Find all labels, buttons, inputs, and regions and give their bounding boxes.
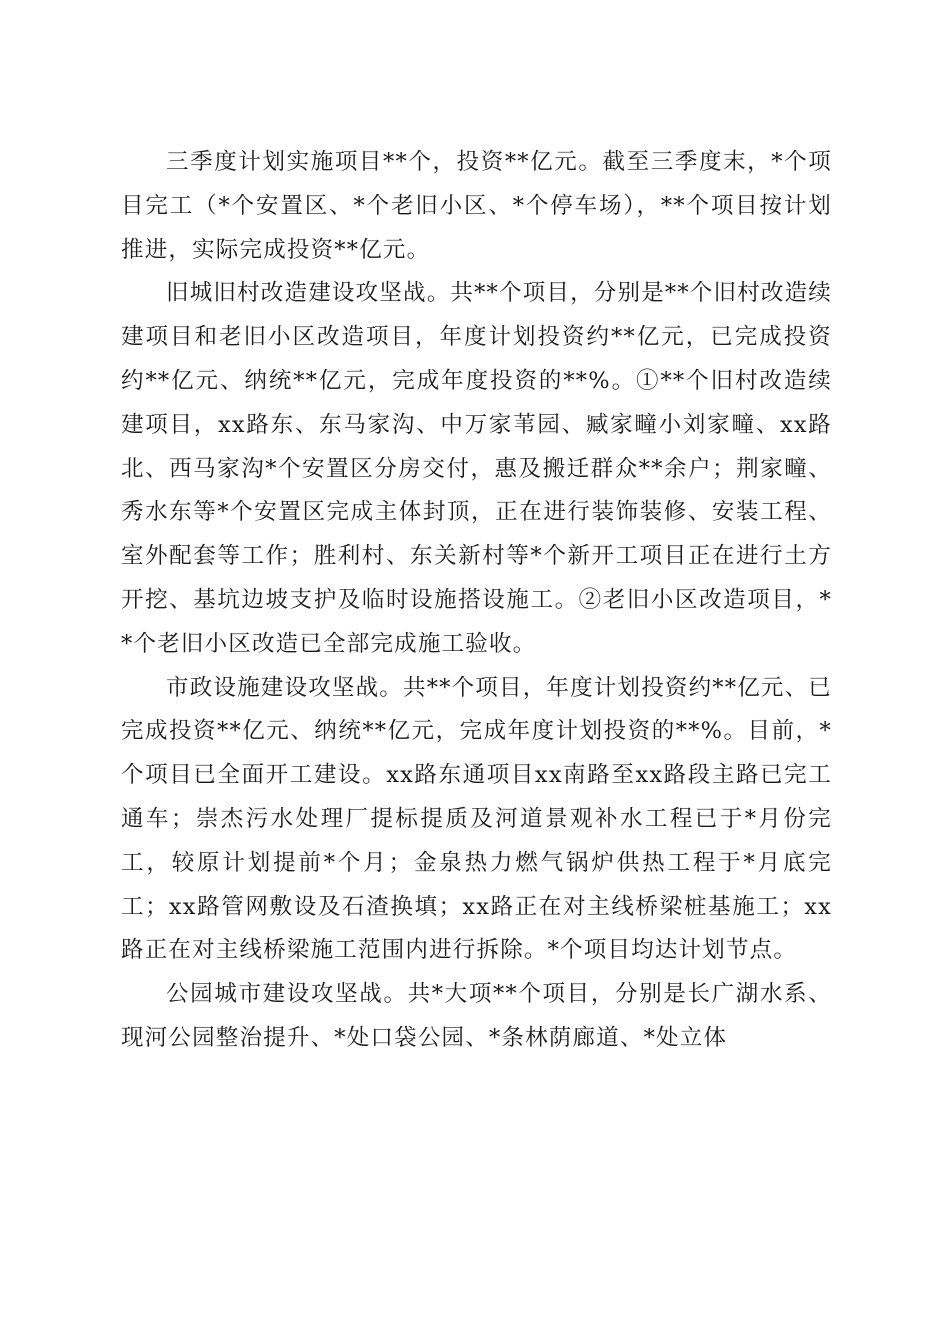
paragraph-municipal-facilities: 市政设施建设攻坚战。共**个项目，年度计划投资约**亿元、已完成投资**亿元、纳统**亿元，完成年度计划投资的**%。目前，*个项目已全面开工建设。xx路东通项目xx南路至xx路段主路已完工通车；崇杰污水处理厂提标提质及河道景观补水工程已于*月份完工，较原计划提前*个月；金泉热力燃气锅炉供热工程于*月底完工；xx路管网敷设及石渣换填；xx路正在对主线桥梁桩基施工；xx路正在对主线桥梁施工范围内进行拆除。*个项目均达计划节点。 [121,674,833,964]
paragraph-park-city: 公园城市建设攻坚战。共*大项**个项目，分别是长广湖水系、现河公园整治提升、*处口袋公园、*条林荫廊道、*处立体 [121,981,832,1051]
paragraph-old-village-renovation: 旧城旧村改造建设攻坚战。共**个项目，分别是**个旧村改造续建项目和老旧小区改造项目，年度计划投资约**亿元，已完成投资约**亿元、纳统**亿元，完成年度投资的**%。①**个旧村改造续建项目，xx路东、东马家沟、中万家苇园、臧家疃小刘家疃、xx路北、西马家沟*个安置区分房交付，惠及搬迁群众**余户；荆家疃、秀水东等*个安置区完成主体封顶，正在进行装饰装修、安装工程、室外配套等工作；胜利村、东关新村等*个新开工项目正在进行土方开挖、基坑边坡支护及临时设施搭设施工。②老旧小区改造项目，**个老旧小区改造已全部完成施工验收。 [121,280,833,657]
paragraph-q3-projects: 三季度计划实施项目**个，投资**亿元。截至三季度末，*个项目完工（*个安置区、*个老旧小区、*个停车场），**个项目按计划推进，实际完成投资**亿元。 [121,149,832,263]
document-body [121,141,832,1061]
